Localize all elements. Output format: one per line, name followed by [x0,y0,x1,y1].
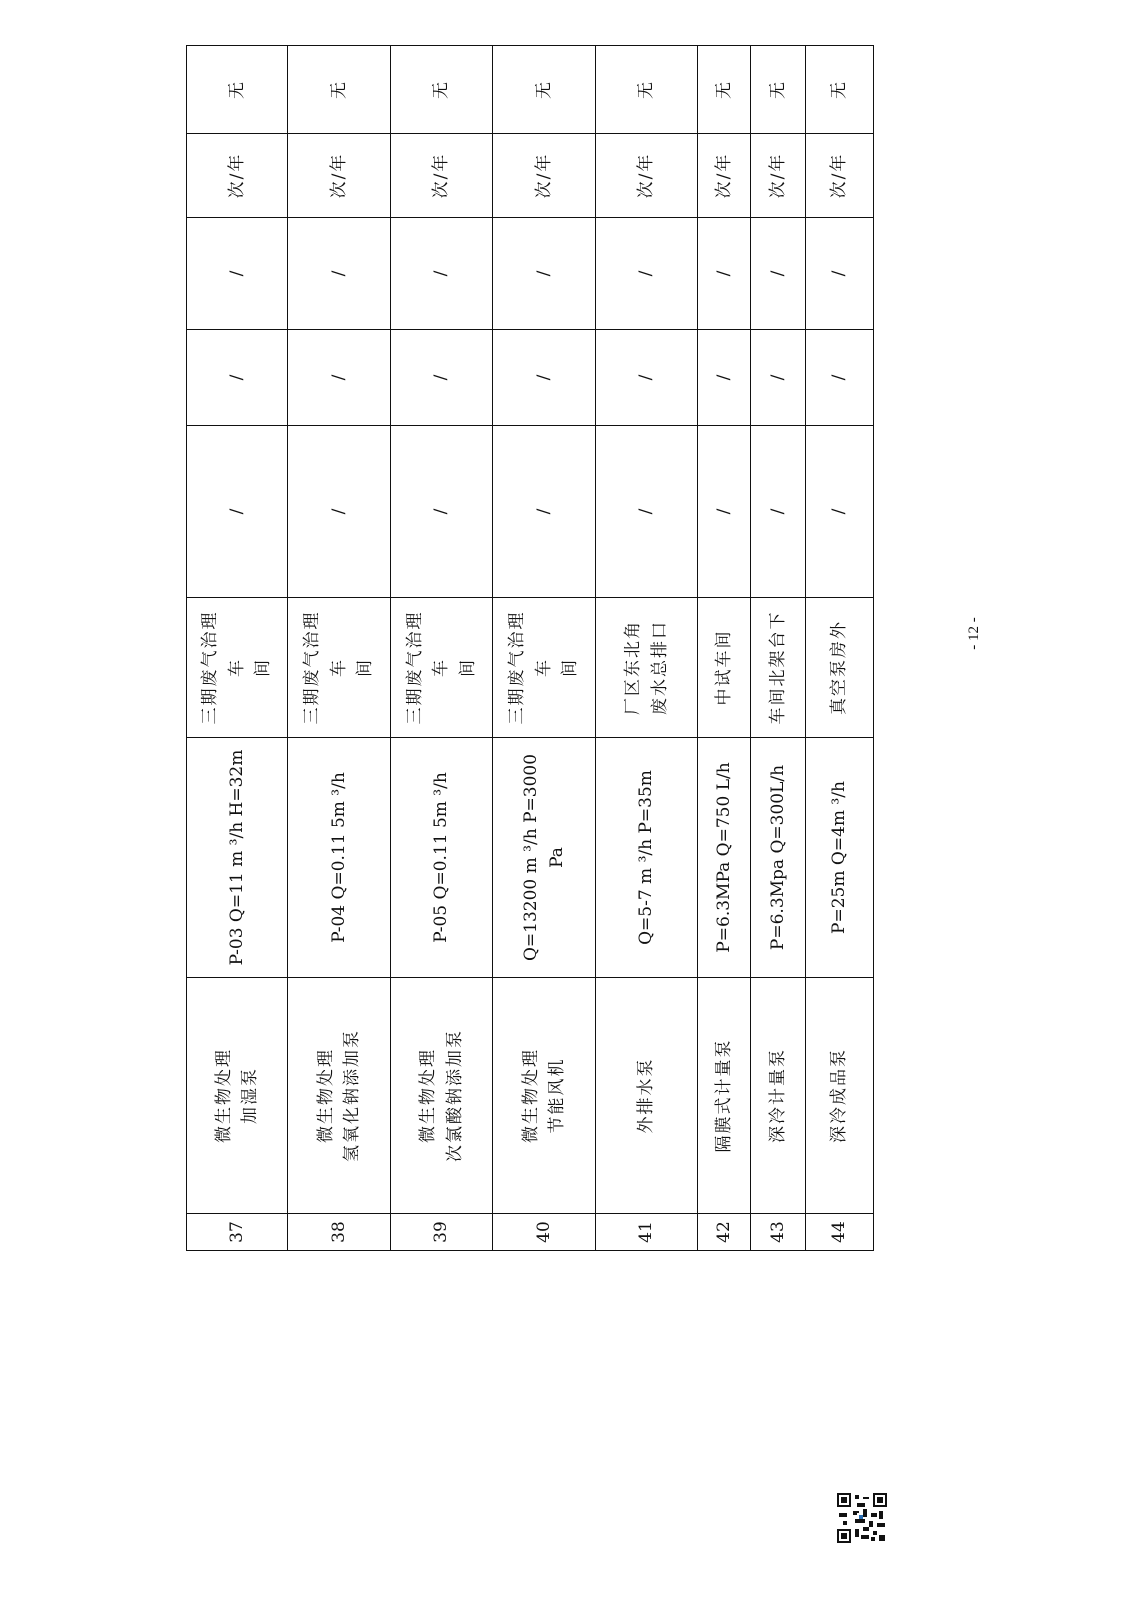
cell-blank: / [187,218,288,330]
table-row [391,46,493,1251]
cell-blank: / [391,426,493,598]
cell-blank: / [751,218,806,330]
cell-note: 无 [288,46,391,134]
cell-spec: Q=13200 m ³/h P=3000 Pa [493,738,596,978]
cell-blank: / [596,218,698,330]
cell-no: 40 [493,1214,596,1251]
cell-name: 微生物处理 加湿泵 [187,978,288,1214]
cell-blank: / [391,330,493,426]
cell-frequency: 次/年 [187,134,288,218]
table-row [698,46,751,1251]
cell-name: 隔膜式计量泵 [698,978,751,1214]
table-row [493,46,596,1251]
cell-location: 三期废气治理车 间 [391,598,493,738]
cell-spec: P=25m Q=4m ³/h [806,738,874,978]
cell-note: 无 [187,46,288,134]
cell-location: 三期废气治理车 间 [288,598,391,738]
cell-location: 车间北架台下 [751,598,806,738]
cell-spec: P-04 Q=0.11 5m ³/h [288,738,391,978]
cell-blank: / [288,330,391,426]
cell-name: 微生物处理 次氯酸钠添加泵 [391,978,493,1214]
cell-frequency: 次/年 [596,134,698,218]
cell-no: 38 [288,1214,391,1251]
cell-frequency: 次/年 [288,134,391,218]
cell-blank: / [751,426,806,598]
cell-blank: / [698,330,751,426]
cell-name: 深冷成品泵 [806,978,874,1214]
cell-blank: / [596,426,698,598]
cell-note: 无 [806,46,874,134]
cell-blank: / [493,218,596,330]
cell-blank: / [698,426,751,598]
cell-no: 39 [391,1214,493,1251]
cell-note: 无 [493,46,596,134]
cell-name: 外排水泵 [596,978,698,1214]
cell-no: 44 [806,1214,874,1251]
equipment-table [186,45,874,1251]
table-row [187,46,288,1251]
cell-location: 中试车间 [698,598,751,738]
cell-spec: P=6.3MPa Q=750 L/h [698,738,751,978]
cell-spec: P-03 Q=11 m ³/h H=32m [187,738,288,978]
qr-code-icon [837,1493,887,1543]
cell-blank: / [288,218,391,330]
cell-no: 43 [751,1214,806,1251]
cell-blank: / [806,218,874,330]
cell-spec: P-05 Q=0.11 5m ³/h [391,738,493,978]
cell-blank: / [698,218,751,330]
cell-blank: / [596,330,698,426]
cell-name: 微生物处理 氢氧化钠添加泵 [288,978,391,1214]
cell-blank: / [391,218,493,330]
cell-frequency: 次/年 [751,134,806,218]
cell-note: 无 [391,46,493,134]
cell-blank: / [187,330,288,426]
table-row [806,46,874,1251]
table-row [751,46,806,1251]
equipment-table-rotated [186,46,873,1251]
cell-no: 41 [596,1214,698,1251]
cell-blank: / [806,426,874,598]
cell-no: 37 [187,1214,288,1251]
cell-blank: / [493,426,596,598]
table-row [288,46,391,1251]
cell-frequency: 次/年 [806,134,874,218]
cell-spec: Q=5-7 m ³/h P=35m [596,738,698,978]
cell-blank: / [751,330,806,426]
cell-note: 无 [698,46,751,134]
cell-location: 三期废气治理车 间 [187,598,288,738]
cell-name: 微生物处理 节能风机 [493,978,596,1214]
page-number: - 12 - [965,617,982,650]
cell-blank: / [806,330,874,426]
cell-note: 无 [751,46,806,134]
cell-name: 深冷计量泵 [751,978,806,1214]
cell-note: 无 [596,46,698,134]
cell-blank: / [288,426,391,598]
table-row [596,46,698,1251]
cell-no: 42 [698,1214,751,1251]
cell-blank: / [493,330,596,426]
cell-location: 真空泵房外 [806,598,874,738]
cell-frequency: 次/年 [391,134,493,218]
cell-blank: / [187,426,288,598]
cell-location: 厂区东北角 废水总排口 [596,598,698,738]
cell-frequency: 次/年 [698,134,751,218]
cell-spec: P=6.3Mpa Q=300L/h [751,738,806,978]
cell-location: 三期废气治理车 间 [493,598,596,738]
cell-frequency: 次/年 [493,134,596,218]
